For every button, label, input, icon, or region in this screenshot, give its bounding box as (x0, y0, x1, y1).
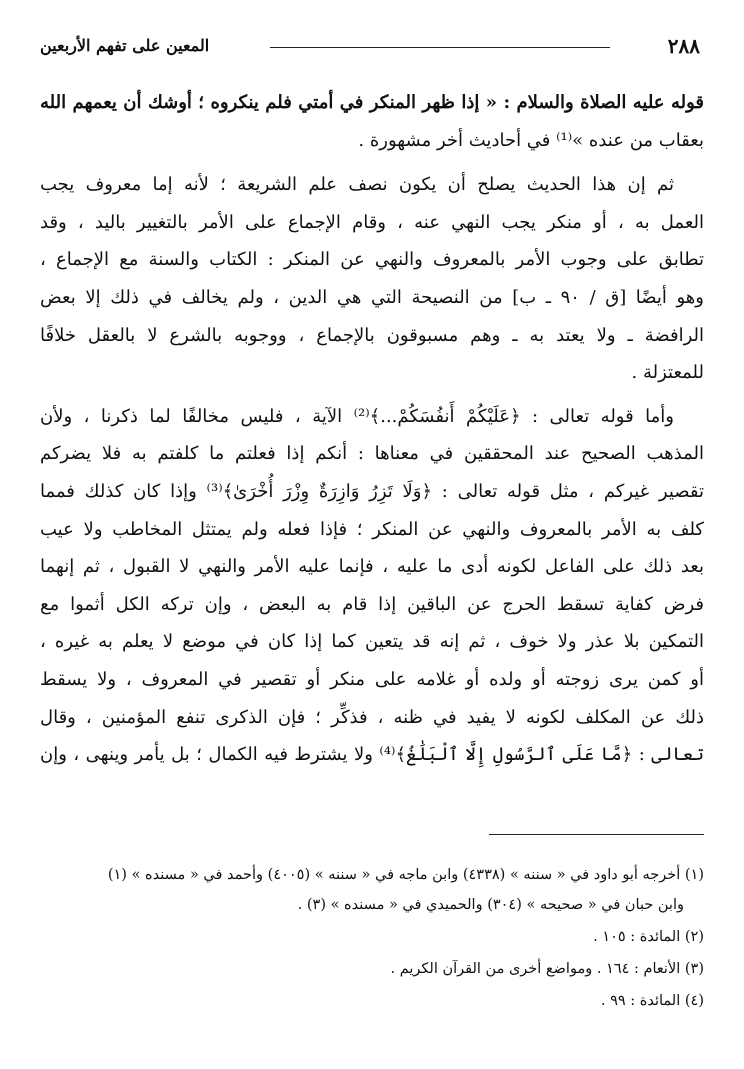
text-line: وأما قوله تعالى : ﴿عَلَيْكُمْ أَنفُسَكُمْ...﴾⁽²⁾ الآية ، فليس مخالفًا لما ذكرنا ، ولأن (40, 405, 674, 427)
footnotes (40, 860, 704, 1018)
footnote-text: (٣) الأنعام : ١٦٤ . ومواضع أخرى من القرآن الكريم . (390, 961, 704, 977)
footnote-1 (40, 860, 704, 920)
paragraph-1 (40, 84, 704, 159)
text-line: المذهب الصحيح عند المحققين في معناها : أنكم إذا فعلتم ما كلفتم به فلا يضركم (40, 443, 704, 465)
paragraph-2 (40, 166, 704, 392)
text-line: كلف به الأمر بالمعروف والنهي عن المنكر ؛ فإذا فعله ولم يمتثل المخاطب ولا عيب (40, 518, 704, 540)
footnote-text: وابن حبان في « صحيحه » (٣٠٤) والحميدي في « مسنده » (٣) . (297, 897, 684, 913)
footnote-2 (40, 922, 704, 952)
running-title: المعين على تفهم الأربعين (40, 36, 210, 55)
text-line: التمكين بلا عذر ولا خوف ، ثم إنه قد يتعين كما إذا كان في موضع لا يعلم به غيره ، (40, 631, 704, 653)
text-line: تطابق على وجوب الأمر بالمعروف والنهي عن المنكر : الكتاب والسنة مع الإجماع ، (40, 249, 704, 271)
text-line: تعالى : ﴿مَّا عَلَى ٱلرَّسُولِ إِلَّا ٱلْبَلَٰغُ﴾⁽⁴⁾ ولا يشترط فيه الكمال ؛ بل يأمر وينهى ، وإن (40, 744, 704, 766)
footnote-separator (489, 834, 704, 835)
paragraph-3 (40, 398, 704, 774)
footnote-3 (40, 954, 704, 984)
text-line: قوله عليه الصلاة والسلام : « إذا ظهر المنكر في أمتي فلم ينكروه ؛ أوشك أن يعمهم الله (40, 92, 704, 113)
text-line: بعد ذلك على الفاعل لكونه أدى ما عليه ، فإنما عليه الأمر والنهي لا القبول ، ثم إنهما (40, 556, 704, 578)
text-line: بعقاب من عنده »⁽¹⁾ في أحاديث أخر مشهورة . (358, 129, 704, 151)
footnote-text: (٤) المائدة : ٩٩ . (600, 993, 704, 1009)
footnote-text: (١) أخرجه أبو داود في « سننه » (٤٣٣٨) وابن ماجه في « سننه » (٤٠٠٥) وأحمد في « مسنده » (١) (107, 867, 704, 883)
footnote-4 (40, 986, 704, 1016)
text-line: فرض كفاية تسقط الحرج عن الباقين إذا قام به البعض ، وإن تركه الكل أثموا مع (40, 593, 704, 615)
text-line: ذلك عن المكلف لكونه لا يفيد في ظنه ، فذكِّر ؛ فإن الذكرى تنفع المؤمنين ، وقال (40, 706, 704, 728)
text-line: الرافضة ـ ولا يعتد به ـ وهم مسبوقون بالإجماع ، ووجوبه بالشرع لا بالعقل خلافًا (40, 324, 704, 346)
page-header (40, 34, 700, 64)
footnote-text: (٢) المائدة : ١٠٥ . (593, 929, 704, 945)
header-rule (270, 47, 610, 48)
text-line: أو كمن يرى زوجته أو ولده أو غلامه على منكر أو تقصير في المعروف ، ولا يسقط (40, 668, 704, 690)
main-text (40, 84, 704, 774)
text-line: العمل به ، أو منكر يجب النهي عنه ، وقام الإجماع على الأمر بالتغيير باليد ، وقد (40, 211, 704, 233)
text-line: تقصير غيركم ، مثل قوله تعالى : ﴿وَلَا تَزِرُ وَازِرَةٌ وِزْرَ أُخْرَىٰ﴾⁽³⁾ وإذا كان كذلك فمما (40, 480, 704, 502)
text-line: وهو أيضًا [ق / ٩٠ ـ ب] من النصيحة التي هي الدين ، ولم يخالف في ذلك إلا بعض (40, 286, 704, 308)
page-number: ٢٨٨ (667, 34, 700, 58)
text-line: للمعتزلة . (631, 362, 704, 384)
text-line: ثم إن هذا الحديث يصلح أن يكون نصف علم الشريعة ؛ لأنه إما معروف يجب (40, 174, 674, 196)
